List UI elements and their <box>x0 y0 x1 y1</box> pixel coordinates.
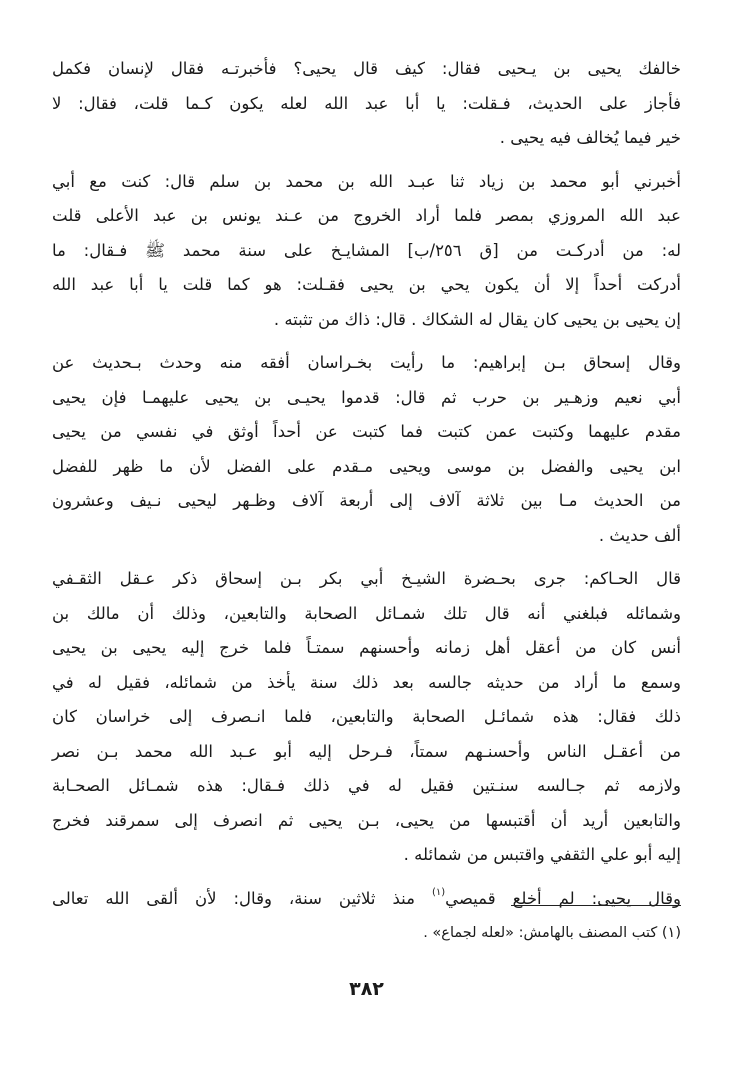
text-line: والتابعين أريد أن أقتبسها من يحيى، بـن يحيى ثم انصرف إلى سمرقند فخرج <box>52 810 681 830</box>
paragraph-1 <box>52 52 681 156</box>
text-line: خالفك يحيى بن يـحيى فقال: كيف قال يحيى؟ فأخبرتـه فقال لإنسان فكمل <box>52 59 681 78</box>
paragraph-4 <box>52 562 681 873</box>
text-line: أنس كان من أعقل أهل زمانه وأحسنهم سمتـاً فلما خرج إليه يحيى بن يحيى <box>52 638 681 657</box>
text-line: أخبرني أبو محمد بن زياد ثنا عبـد الله بن محمد بن سلم قال: كنت مع أبي <box>52 171 681 191</box>
footnote-divider <box>511 905 681 906</box>
page-number: ٣٨٢ <box>349 978 384 1000</box>
text-line: ألف حديث . <box>598 525 681 545</box>
text-line: أبي نعيم وزهـير بن حرب ثم قال: قدموا يحيـى بن يحيى عليهمـا فإن يحيى <box>52 387 681 407</box>
text-line: إن يحيى بن يحيى كان يقال له الشكاك . قال: ذاك من تثبته . <box>273 309 681 329</box>
text-line: قال الحـاكم: جرى بحـضرة الشيـخ أبي بكر بـن إسحاق ذكر عـقل الثقـفي <box>52 569 681 588</box>
text-line: من أعقـل الناس وأحسنـهم سمتاً، فـرحل إليه أبو عـبد الله محمد بـن نصر <box>52 741 681 761</box>
text-line: وشمائله فبلغني أنه قال تلك شمـائل الصحابة والتابعين، وذلك أن مالك بن <box>52 603 681 623</box>
text-line: مقدم عليهما وكتبت عمن كتبت فما كتبت عن أحداً أوثق في نفسي من يحيى <box>52 422 681 441</box>
text-line <box>52 882 681 917</box>
text-line: فأجاز على الحديث، فـقلت: يا أبا عبد الله لعله يكون كـما قلت، فقال: لا <box>52 93 681 113</box>
text-line: له: من أدركـت من [ق ٢٥٦/ب] المشايـخ على سنة محمد ﷺ فـقال: ما <box>52 240 681 260</box>
paragraph-3 <box>52 346 681 553</box>
text-line: وسمع ما أراد من حديثه جالسه بعد ذلك سنة يأخذ من شمائله، فقيل له في <box>52 672 681 692</box>
text-line: ولازمه ثم جـالسه سنـتين فقيل له في ذلك فـقال: هذه شمـائل الصحـابة <box>52 776 681 795</box>
paragraph-2 <box>52 165 681 338</box>
footnote-reference[interactable]: (١) <box>431 887 446 898</box>
text-line: إليه أبو علي الثقفي واقتبس من شمائله . <box>403 845 681 864</box>
text-line: عبد الله المروزي بمصر فلما أراد الخروج من عـند يونس بن عبد الأعلى قلت <box>52 206 681 225</box>
paragraph-5 <box>52 882 681 917</box>
text-line: أدركت أحداً إلا أن يكون يحي بن يحيى فقـلت: هو كما قلت يا أبا عبد الله <box>52 275 681 294</box>
text-line: من الحديث مـا بين ثلاثة آلاف إلى أربعة آلاف وظـهر ليحيى نـيف وعشرون <box>52 491 681 510</box>
text-line: ذلك فقال: هذه شمائـل الصحابة والتابعين، فلما انـصرف إلى خراسان كان <box>52 707 681 726</box>
text-line: ابن يحيى والفضل بن موسى ويحيى مـقدم على الفضل لأن ما ظهر للفضل <box>52 456 681 476</box>
footnote: (١) كتب المصنف بالهامش: «لعله لجماع» . <box>423 925 681 941</box>
text-fragment: منذ ثلاثين سنة، وقال: لأن ألقى الله تعالى <box>52 888 415 908</box>
text-line: وقال إسحاق بـن إبراهيم: ما رأيت بخـراسان أفقه منه وحدث بـحديث عن <box>52 353 681 372</box>
text-line: خير فيما يُخالف فيه يحيى . <box>499 128 681 147</box>
text-fragment: وقال يحيى: لم أخلع قميصي <box>445 888 682 908</box>
